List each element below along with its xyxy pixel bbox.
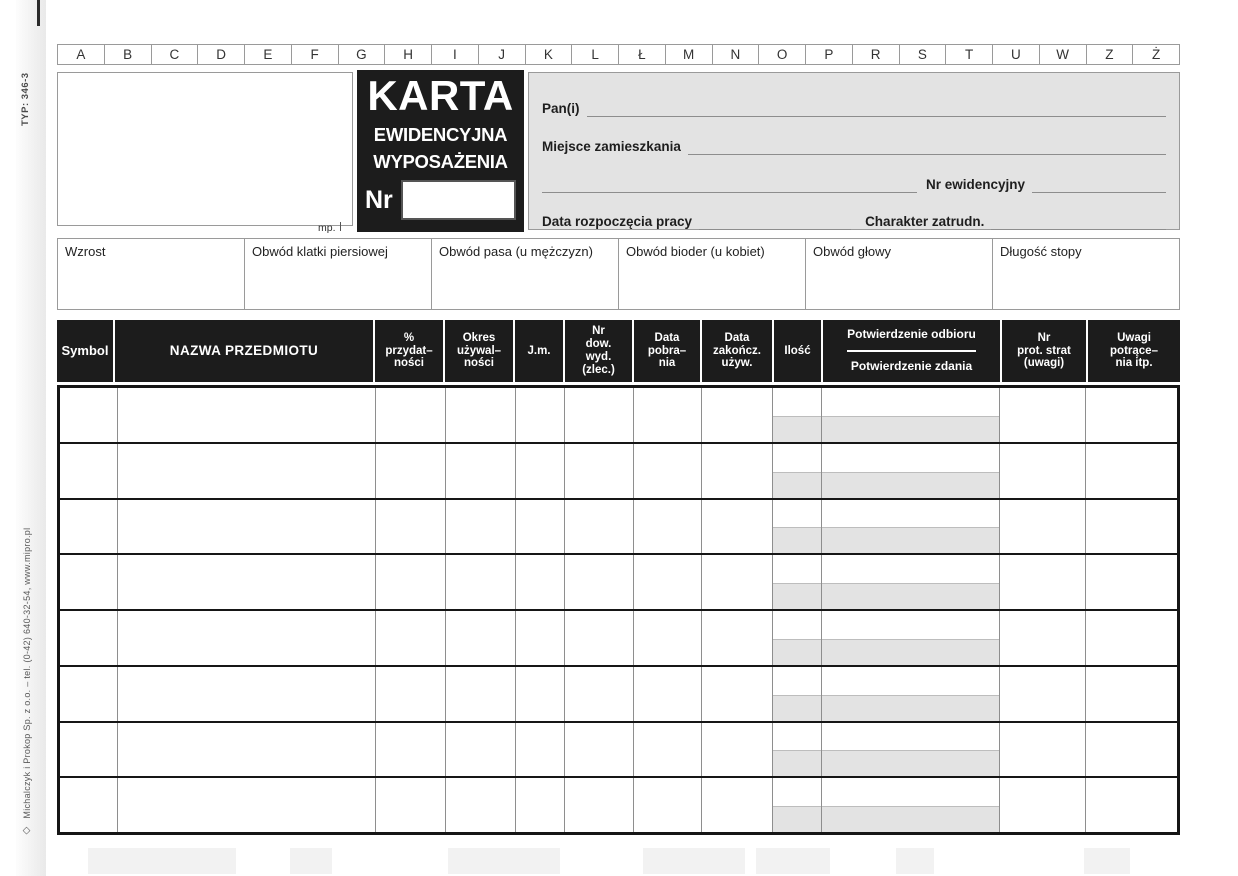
cell-issue-date[interactable] (634, 388, 702, 442)
index-tab-b[interactable]: B (105, 45, 152, 64)
column-header-symbol: Symbol (57, 320, 115, 382)
cell-confirmation-receipt-part[interactable] (822, 500, 999, 528)
cell-issue-date[interactable] (634, 444, 702, 498)
measurement-chest[interactable] (245, 239, 432, 309)
index-tab-u[interactable]: U (993, 45, 1040, 64)
index-tab-i[interactable]: I (432, 45, 479, 64)
cell-pct-usefulness[interactable] (376, 667, 446, 721)
cell-remarks[interactable] (1086, 388, 1178, 442)
cell-pct-usefulness[interactable] (376, 555, 446, 609)
employment-input-line[interactable] (991, 215, 1166, 230)
table-row (60, 776, 1177, 832)
cell-loss-protocol-no[interactable] (1000, 723, 1086, 777)
measurement-head[interactable] (806, 239, 993, 309)
card-number-label: Nr (365, 185, 393, 214)
cell-quantity-receipt-part[interactable] (773, 500, 821, 528)
cell-loss-protocol-no[interactable] (1000, 611, 1086, 665)
index-tab-w[interactable]: W (1040, 45, 1087, 64)
cell-remarks[interactable] (1086, 444, 1178, 498)
cell-end-date[interactable] (702, 444, 774, 498)
measurement-foot[interactable] (993, 239, 1179, 309)
record-no-label: Nr ewidencyjny (926, 177, 1026, 192)
cell-remarks[interactable] (1086, 778, 1178, 832)
cell-quantity-return-part[interactable] (773, 695, 821, 721)
cell-confirmation[interactable] (822, 667, 1000, 721)
employment-label: Charakter zatrudn. (865, 214, 985, 229)
column-header-loss-protocol-no: Nr prot. strat (uwagi) (1002, 320, 1088, 382)
cell-item-name[interactable] (118, 500, 377, 554)
table-header (57, 320, 1180, 382)
cell-quantity-return-part[interactable] (773, 750, 821, 776)
cell-pct-usefulness[interactable] (376, 444, 446, 498)
cell-quantity-return-part[interactable] (773, 806, 821, 832)
cell-quantity[interactable] (773, 500, 822, 554)
cell-item-name[interactable] (118, 388, 377, 442)
cell-unit[interactable] (516, 555, 566, 609)
index-tab-a[interactable]: A (58, 45, 105, 64)
cell-usage-period[interactable] (446, 667, 516, 721)
cell-end-date[interactable] (702, 667, 774, 721)
cell-remarks[interactable] (1086, 500, 1178, 554)
cell-loss-protocol-no[interactable] (1000, 388, 1086, 442)
index-tab-r[interactable]: R (853, 45, 900, 64)
scan-artifact (1084, 848, 1130, 874)
index-tab-e[interactable]: E (245, 45, 292, 64)
cell-issue-date[interactable] (634, 500, 702, 554)
cell-symbol[interactable] (60, 444, 118, 498)
cell-end-date[interactable] (702, 388, 774, 442)
cell-usage-period[interactable] (446, 611, 516, 665)
cell-unit[interactable] (516, 444, 566, 498)
cell-usage-period[interactable] (446, 555, 516, 609)
start-date-input-line[interactable] (699, 215, 851, 230)
cell-issue-doc-no[interactable] (565, 388, 634, 442)
index-tab-c[interactable]: C (152, 45, 199, 64)
column-header-issue-date: Data pobra– nia (634, 320, 702, 382)
scan-artifact (290, 848, 332, 874)
measurement-waist[interactable] (432, 239, 619, 309)
index-tab-o[interactable]: O (759, 45, 806, 64)
measurement-label-chest: Obwód klatki piersiowej (252, 244, 388, 259)
column-header-unit: J.m. (515, 320, 565, 382)
cell-confirmation[interactable] (822, 444, 1000, 498)
table-row (60, 553, 1177, 609)
publisher-logo-icon: ◇ (21, 821, 32, 836)
cell-quantity[interactable] (773, 723, 822, 777)
column-header-issue-doc-no: Nr dow. wyd. (zlec.) (565, 320, 634, 382)
cell-quantity[interactable] (773, 778, 822, 832)
scan-artifact (88, 848, 236, 874)
cell-confirmation-return-part[interactable] (822, 527, 999, 553)
cell-remarks[interactable] (1086, 723, 1178, 777)
measurement-label-height: Wzrost (65, 244, 106, 259)
printer-credit (21, 478, 32, 836)
index-tab-f[interactable]: F (292, 45, 339, 64)
cell-end-date[interactable] (702, 778, 774, 832)
column-header-usage-period: Okres używal– ności (445, 320, 515, 382)
cell-symbol[interactable] (60, 500, 118, 554)
form-type-label: TYP: 346-3 (20, 72, 31, 126)
cell-remarks[interactable] (1086, 667, 1178, 721)
cell-confirmation-receipt-part[interactable] (822, 778, 999, 806)
cell-confirmation[interactable] (822, 500, 1000, 554)
index-tab-z[interactable]: Z (1087, 45, 1134, 64)
column-header-pct-usefulness: % przydat– ności (375, 320, 445, 382)
cell-item-name[interactable] (118, 444, 377, 498)
residence-input-line-2[interactable] (542, 178, 917, 193)
cell-issue-doc-no[interactable] (565, 667, 634, 721)
index-tab-n[interactable]: N (713, 45, 760, 64)
index-tab-m[interactable]: M (666, 45, 713, 64)
cell-issue-doc-no[interactable] (565, 500, 634, 554)
column-header-item-name: NAZWA PRZEDMIOTU (115, 320, 375, 382)
index-tab-ż[interactable]: Ż (1152, 47, 1161, 62)
cell-confirmation-return-part[interactable] (822, 639, 999, 665)
cell-symbol[interactable] (60, 723, 118, 777)
cell-symbol[interactable] (60, 611, 118, 665)
measurement-label-foot: Długość stopy (1000, 244, 1082, 259)
cell-pct-usefulness[interactable] (376, 723, 446, 777)
cell-item-name[interactable] (118, 778, 377, 832)
cell-confirmation-receipt-part[interactable] (822, 667, 999, 695)
cell-quantity-return-part[interactable] (773, 472, 821, 498)
cell-confirmation-receipt-part[interactable] (822, 723, 999, 751)
cell-issue-date[interactable] (634, 555, 702, 609)
name-label: Pan(i) (542, 101, 580, 116)
index-tabs (57, 44, 1180, 65)
cell-confirmation-return-part[interactable] (822, 583, 999, 609)
person-panel (528, 72, 1180, 230)
measurements-row (57, 238, 1180, 310)
scan-artifact (756, 848, 830, 874)
table-row (60, 388, 1177, 442)
cell-item-name[interactable] (118, 555, 377, 609)
cell-pct-usefulness[interactable] (376, 611, 446, 665)
cell-item-name[interactable] (118, 723, 377, 777)
index-tab-p[interactable]: P (806, 45, 853, 64)
cell-symbol[interactable] (60, 555, 118, 609)
cell-unit[interactable] (516, 667, 566, 721)
column-header-quantity: Ilość (774, 320, 823, 382)
index-tab-ł[interactable]: Ł (619, 45, 666, 64)
cell-confirmation-receipt-part[interactable] (822, 555, 999, 583)
cell-quantity[interactable] (773, 667, 822, 721)
cell-issue-doc-no[interactable] (565, 444, 634, 498)
scan-edge-mark (37, 0, 40, 26)
measurement-height[interactable] (58, 239, 245, 309)
cell-confirmation-receipt-part[interactable] (822, 611, 999, 639)
cell-quantity-receipt-part[interactable] (773, 444, 821, 472)
cell-remarks[interactable] (1086, 555, 1178, 609)
column-header-confirmation (823, 320, 1002, 382)
measurement-hips[interactable] (619, 239, 806, 309)
cell-quantity-receipt-part[interactable] (773, 611, 821, 639)
form-title: KARTA (367, 72, 514, 119)
index-tab-k[interactable]: K (526, 45, 573, 64)
stamp-box[interactable] (57, 72, 353, 226)
cell-usage-period[interactable] (446, 723, 516, 777)
cell-loss-protocol-no[interactable] (1000, 444, 1086, 498)
cell-pct-usefulness[interactable] (376, 778, 446, 832)
cell-quantity-return-part[interactable] (773, 639, 821, 665)
cell-confirmation[interactable] (822, 723, 1000, 777)
scan-artifact (448, 848, 560, 874)
cell-issue-doc-no[interactable] (565, 723, 634, 777)
index-tab-t[interactable]: T (946, 45, 993, 64)
cell-issue-date[interactable] (634, 778, 702, 832)
stamp-mp-text: mp. (318, 222, 336, 234)
cell-confirmation-return-part[interactable] (822, 416, 999, 442)
cell-quantity-receipt-part[interactable] (773, 778, 821, 806)
cell-confirmation[interactable] (822, 388, 1000, 442)
cell-loss-protocol-no[interactable] (1000, 778, 1086, 832)
cell-usage-period[interactable] (446, 444, 516, 498)
cell-end-date[interactable] (702, 723, 774, 777)
column-header-return-confirmation: Potwierdzenie zdania (850, 359, 973, 374)
table-row (60, 721, 1177, 777)
cell-end-date[interactable] (702, 611, 774, 665)
column-header-remarks: Uwagi potrące– nia itp. (1088, 320, 1180, 382)
cell-quantity-receipt-part[interactable] (773, 555, 821, 583)
cell-confirmation[interactable] (822, 611, 1000, 665)
cell-issue-date[interactable] (634, 723, 702, 777)
measurement-label-waist: Obwód pasa (u mężczyzn) (439, 244, 593, 259)
stamp-mp-label (318, 222, 341, 234)
cell-quantity-return-part[interactable] (773, 527, 821, 553)
printer-credit-text: Michalczyk i Prokop Sp. z o.o. – tel. (0-42) 640-32-54, www.mipro.pl (22, 527, 32, 819)
cell-issue-date[interactable] (634, 611, 702, 665)
measurement-label-hips: Obwód bioder (u kobiet) (626, 244, 765, 259)
cell-usage-period[interactable] (446, 388, 516, 442)
cell-pct-usefulness[interactable] (376, 388, 446, 442)
cell-issue-doc-no[interactable] (565, 555, 634, 609)
table-row (60, 609, 1177, 665)
cell-quantity-receipt-part[interactable] (773, 723, 821, 751)
form-subtitle-2: WYPOSAŻENIA (373, 150, 508, 172)
cell-symbol[interactable] (60, 667, 118, 721)
table-row (60, 665, 1177, 721)
cell-quantity-receipt-part[interactable] (773, 388, 821, 416)
cell-symbol[interactable] (60, 388, 118, 442)
cell-item-name[interactable] (118, 667, 377, 721)
cell-symbol[interactable] (60, 778, 118, 832)
cell-unit[interactable] (516, 500, 566, 554)
start-date-label: Data rozpoczęcia pracy (542, 214, 693, 229)
cell-unit[interactable] (516, 611, 566, 665)
cell-usage-period[interactable] (446, 500, 516, 554)
index-tab-s[interactable]: S (900, 45, 947, 64)
table-row (60, 442, 1177, 498)
scan-artifact (896, 848, 934, 874)
card-number-input[interactable] (401, 180, 516, 220)
cell-confirmation[interactable] (822, 778, 1000, 832)
measurement-label-head: Obwód głowy (813, 244, 892, 259)
cell-quantity-receipt-part[interactable] (773, 667, 821, 695)
cell-unit[interactable] (516, 723, 566, 777)
record-no-input-line[interactable] (1032, 178, 1166, 193)
cell-confirmation[interactable] (822, 555, 1000, 609)
index-tab-d[interactable]: D (198, 45, 245, 64)
index-tab-j[interactable]: J (479, 45, 526, 64)
index-tab-h[interactable]: H (385, 45, 432, 64)
cell-loss-protocol-no[interactable] (1000, 667, 1086, 721)
cell-loss-protocol-no[interactable] (1000, 500, 1086, 554)
cell-issue-doc-no[interactable] (565, 778, 634, 832)
column-header-receipt-confirmation: Potwierdzenie odbioru (847, 320, 976, 352)
stamp-corner-tick (340, 222, 341, 231)
cell-confirmation-receipt-part[interactable] (822, 444, 999, 472)
cell-confirmation-return-part[interactable] (822, 695, 999, 721)
cell-confirmation-return-part[interactable] (822, 472, 999, 498)
cell-issue-date[interactable] (634, 667, 702, 721)
table-body (57, 385, 1180, 835)
cell-pct-usefulness[interactable] (376, 500, 446, 554)
cell-end-date[interactable] (702, 555, 774, 609)
cell-item-name[interactable] (118, 611, 377, 665)
scan-artifact (643, 848, 745, 874)
cell-quantity[interactable] (773, 611, 822, 665)
name-input-line[interactable] (587, 102, 1166, 117)
cell-confirmation-return-part[interactable] (822, 806, 999, 832)
cell-loss-protocol-no[interactable] (1000, 555, 1086, 609)
cell-confirmation-return-part[interactable] (822, 750, 999, 776)
residence-input-line[interactable] (688, 140, 1166, 155)
index-tab-l[interactable]: L (572, 45, 619, 64)
cell-issue-doc-no[interactable] (565, 611, 634, 665)
cell-remarks[interactable] (1086, 611, 1178, 665)
cell-usage-period[interactable] (446, 778, 516, 832)
cell-quantity-return-part[interactable] (773, 583, 821, 609)
form-subtitle-1: EWIDENCYJNA (373, 124, 508, 146)
cell-quantity[interactable] (773, 444, 822, 498)
cell-quantity-return-part[interactable] (773, 416, 821, 442)
cell-confirmation-receipt-part[interactable] (822, 388, 999, 416)
title-block (357, 70, 524, 232)
table-row (60, 498, 1177, 554)
residence-label: Miejsce zamieszkania (542, 139, 681, 154)
column-header-end-date: Data zakończ. używ. (702, 320, 774, 382)
index-tab-g[interactable]: G (339, 45, 386, 64)
cell-end-date[interactable] (702, 500, 774, 554)
cell-quantity[interactable] (773, 555, 822, 609)
cell-unit[interactable] (516, 388, 566, 442)
cell-unit[interactable] (516, 778, 566, 832)
cell-quantity[interactable] (773, 388, 822, 442)
